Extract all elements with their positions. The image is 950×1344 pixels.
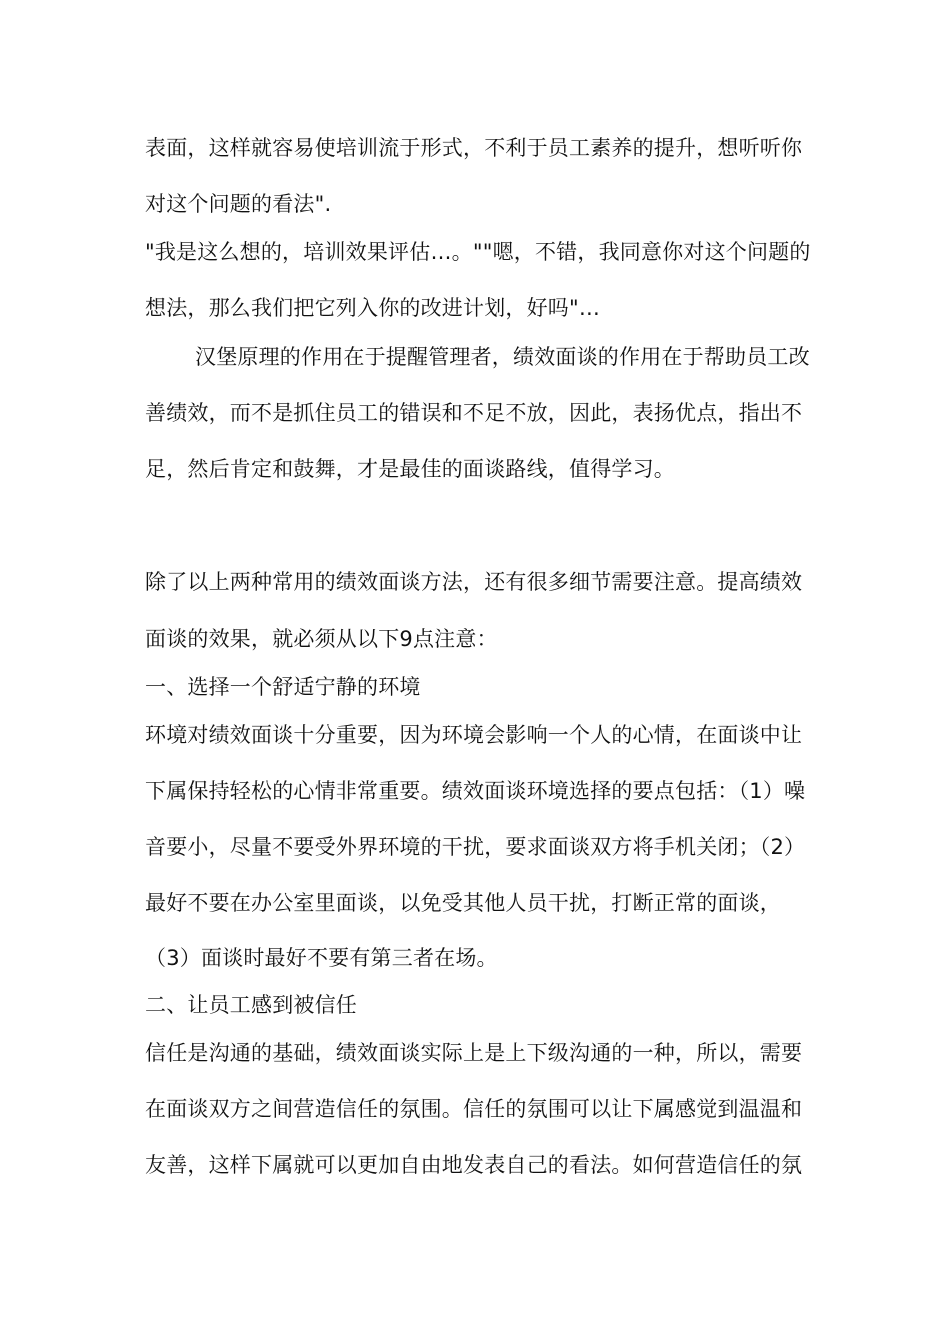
- text-line: 音要小，尽量不要受外界环境的干扰，要求面谈双方将手机关闭；（2）: [145, 835, 806, 859]
- text-line: 最好不要在办公室里面谈，以免受其他人员干扰，打断正常的面谈，: [145, 891, 781, 915]
- text-line: 环境对绩效面谈十分重要，因为环境会影响一个人的心情，在面谈中让: [145, 723, 803, 747]
- text-line: （3）面谈时最好不要有第三者在场。: [145, 946, 498, 970]
- text-line: "我是这么想的，培训效果评估…。""嗯，不错，我同意你对这个问题的: [145, 240, 811, 264]
- text-line: 对这个问题的看法".: [145, 192, 332, 216]
- section-heading: 二、让员工感到被信任: [145, 993, 357, 1017]
- text-line: 在面谈双方之间营造信任的氛围。信任的氛围可以让下属感觉到温温和: [145, 1097, 803, 1121]
- text-line: 善绩效，而不是抓住员工的错误和不足不放，因此，表扬优点，指出不: [145, 401, 803, 425]
- text-line: 下属保持轻松的心情非常重要。绩效面谈环境选择的要点包括：（1）噪: [145, 779, 806, 803]
- paragraph-first-line: 汉堡原理的作用在于提醒管理者，绩效面谈的作用在于帮助员工改: [195, 345, 810, 369]
- text-line: 除了以上两种常用的绩效面谈方法，还有很多细节需要注意。提高绩效: [145, 570, 803, 594]
- text-line: 想法，那么我们把它列入你的改进计划，好吗"…: [145, 296, 601, 320]
- section-heading: 一、选择一个舒适宁静的环境: [145, 675, 421, 699]
- text-line: 表面，这样就容易使培训流于形式，不利于员工素养的提升，想听听你: [145, 136, 803, 160]
- text-line: 面谈的效果，就必须从以下9点注意：: [145, 627, 498, 651]
- text-line: 足，然后肯定和鼓舞，才是最佳的面谈路线，值得学习。: [145, 457, 675, 481]
- text-line: 信任是沟通的基础，绩效面谈实际上是上下级沟通的一种，所以，需要: [145, 1041, 803, 1065]
- text-line: 友善，这样下属就可以更加自由地发表自己的看法。如何营造信任的氛: [145, 1153, 803, 1177]
